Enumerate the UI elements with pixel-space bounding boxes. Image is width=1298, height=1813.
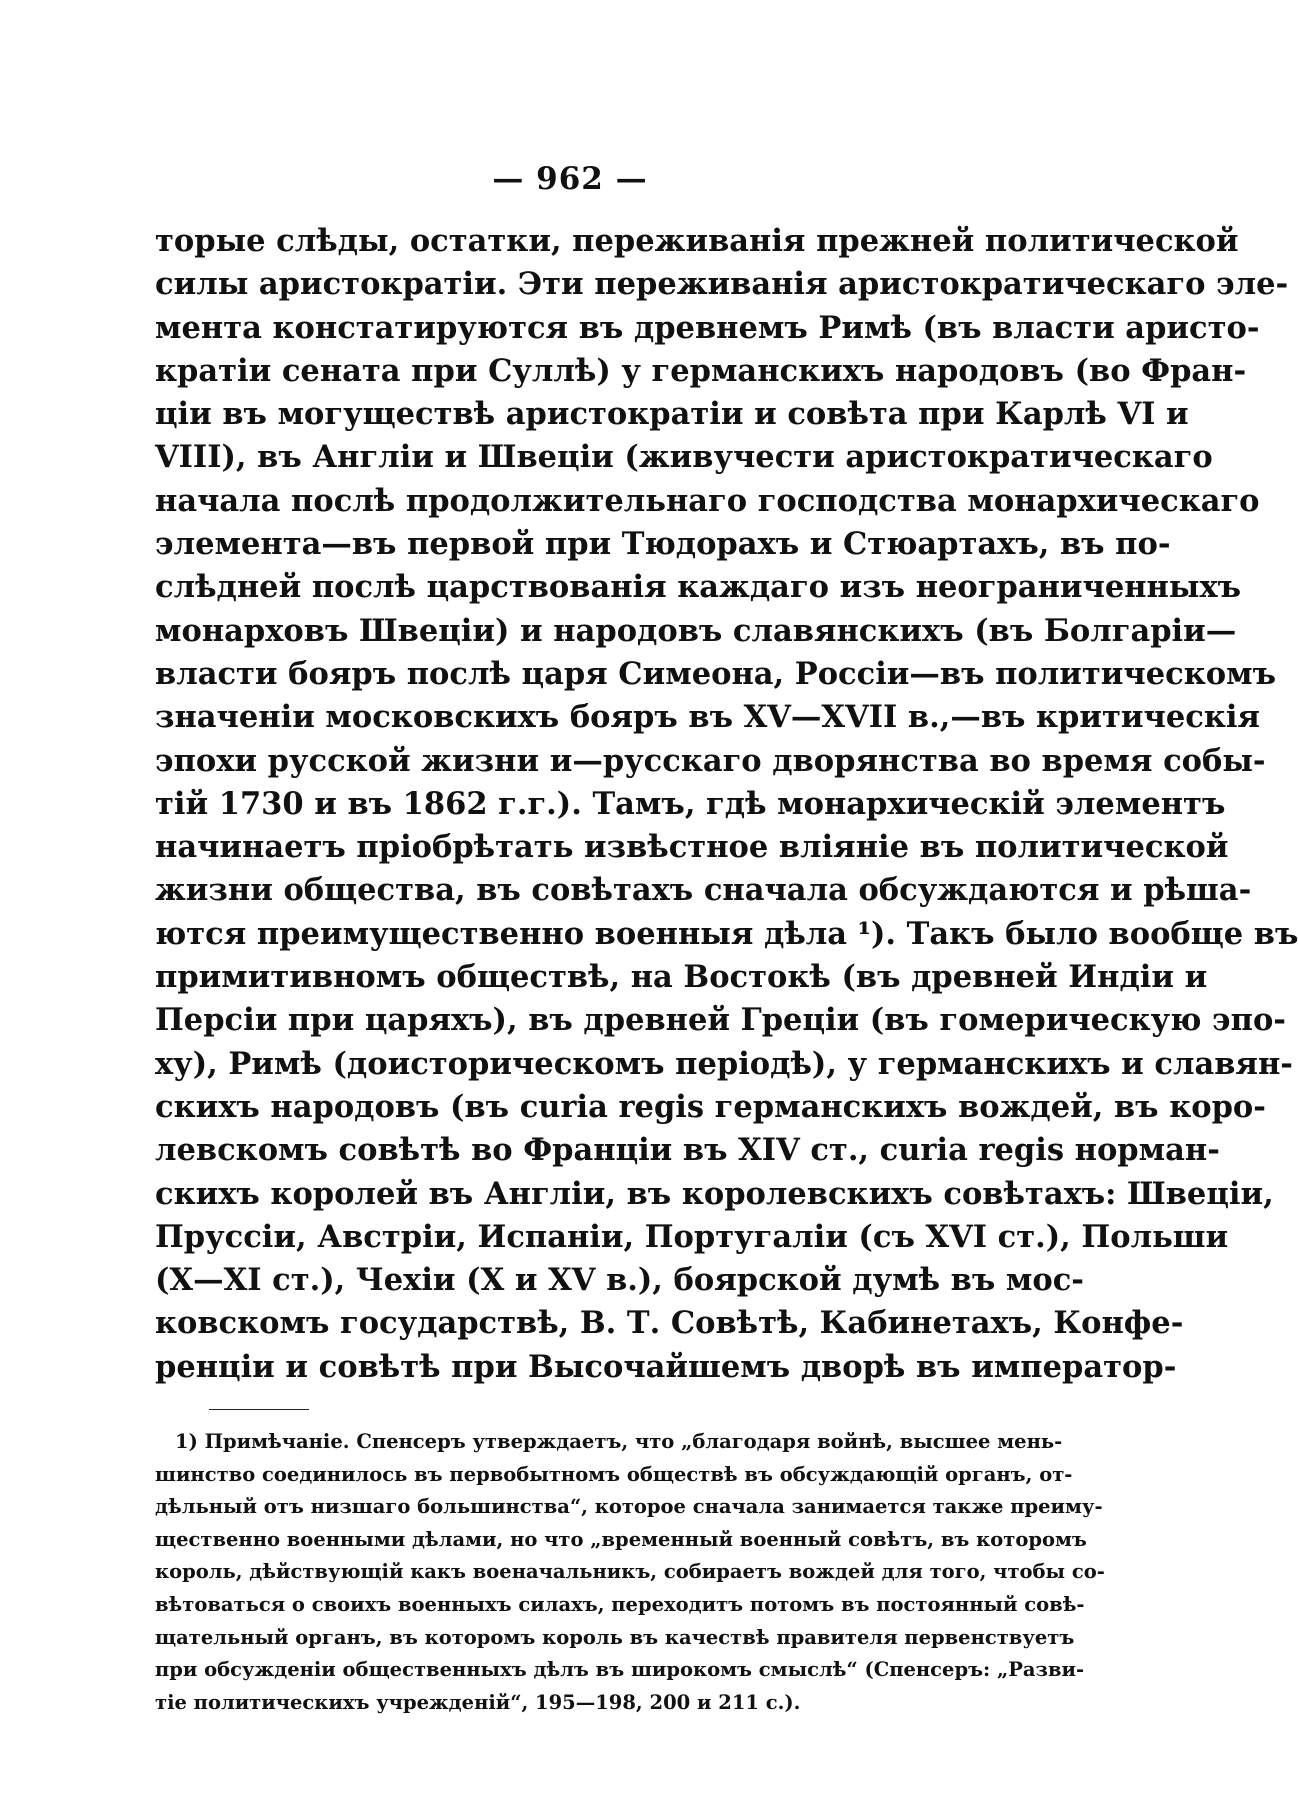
text-line: власти бояръ послѣ царя Симеона, Россіи—въ политическомъ xyxy=(155,655,1276,692)
text-line: торые слѣды, остатки, переживанія прежней политической xyxy=(155,223,1239,259)
text-line: значеніи московскихъ бояръ въ XV—XVII в.,—въ критическія xyxy=(155,699,1260,736)
text-line: эпохи русской жизни и—русскаго дворянства во время собы- xyxy=(155,742,1266,779)
text-line: тій 1730 и въ 1862 г.г.). Тамъ, гдѣ монархическій элементъ xyxy=(155,785,1226,822)
text-line: ются преимущественно военныя дѣла ¹). Такъ было вообще въ xyxy=(155,915,1298,952)
page-number: — 962 — xyxy=(492,161,648,197)
text-line: левскомъ совѣтѣ во Франціи въ XIV ст., curia regis норман- xyxy=(155,1132,1220,1169)
footnote-line: щательный органъ, въ которомъ король въ качествѣ правителя первенствуетъ xyxy=(155,1625,1075,1649)
text-line: ковскомъ государствѣ, В. Т. Совѣтѣ, Кабинетахъ, Конфе- xyxy=(155,1305,1184,1342)
footnote-line: шинство соединилось въ первобытномъ обществѣ въ обсуждающій органъ, от- xyxy=(155,1462,1073,1486)
book-page xyxy=(155,158,1298,1719)
text-line: ціи въ могуществѣ аристократіи и совѣта при Карлѣ VI и xyxy=(155,396,1189,433)
footnote-line: король, дѣйствующій какъ военачальникъ, собираетъ вождей для того, чтобы со- xyxy=(155,1560,1105,1584)
footnote-line: тіе политическихъ учрежденій“, 195—198, 200 и 211 с.). xyxy=(155,1690,801,1714)
footnote-divider xyxy=(209,1409,309,1410)
text-line: силы аристократіи. Эти переживанія аристократическаго эле- xyxy=(155,266,1289,303)
text-line: VIII), въ Англіи и Швеціи (живучести аристократическаго xyxy=(155,439,1213,476)
text-line: кратіи сената при Суллѣ) у германскихъ народовъ (во Фран- xyxy=(155,352,1247,389)
text-line: (X—XI ст.), Чехіи (X и XV в.), боярской думѣ въ мос- xyxy=(155,1262,1084,1299)
text-line: скихъ королей въ Англіи, въ королевскихъ совѣтахъ: Швеціи, xyxy=(155,1175,1274,1212)
text-line: мента констатируются въ древнемъ Римѣ (въ власти аристо- xyxy=(155,309,1260,346)
footnote-line: при обсужденіи общественныхъ дѣлъ въ широкомъ смыслѣ“ (Спенсеръ: „Разви- xyxy=(155,1658,1085,1682)
text-line: начала послѣ продолжительнаго господства монархическаго xyxy=(155,482,1260,519)
text-line: начинаетъ пріобрѣтать извѣстное вліяніе въ политической xyxy=(155,829,1229,866)
text-line: жизни общества, въ совѣтахъ сначала обсуждаются и рѣша- xyxy=(155,872,1252,909)
text-line: монарховъ Швеціи) и народовъ славянскихъ (въ Болгаріи— xyxy=(155,612,1237,649)
footnote-line: 1) Примѣчаніе. Спенсеръ утверждаетъ, что „благодаря войнѣ, высшее мень- xyxy=(175,1430,1063,1454)
text-line: Пруссіи, Австріи, Испаніи, Португаліи (съ XVI ст.), Польши xyxy=(155,1218,1229,1255)
text-line: ренціи и совѣтѣ при Высочайшемъ дворѣ въ император- xyxy=(155,1348,1177,1385)
main-text xyxy=(155,220,1298,1389)
footnote-line: вѣтоваться о своихъ военныхъ силахъ, переходитъ потомъ въ постоянный совѣ- xyxy=(155,1592,1085,1616)
text-line: слѣдней послѣ царствованія каждаго изъ неограниченныхъ xyxy=(155,569,1242,606)
text-line: скихъ народовъ (въ curia regis германскихъ вождей, въ коро- xyxy=(155,1088,1266,1125)
footnote-line: дѣльный отъ низшаго большинства“, которое сначала занимается также преиму- xyxy=(155,1495,1103,1519)
footnote xyxy=(155,1426,1105,1719)
footnote-line: щественно военными дѣлами, но что „временный военный совѣтъ, въ которомъ xyxy=(155,1527,1087,1551)
text-line: примитивномъ обществѣ, на Востокѣ (въ древней Индіи и xyxy=(155,959,1208,996)
text-line: Персіи при царяхъ), въ древней Греціи (въ гомерическую эпо- xyxy=(155,1002,1286,1039)
text-line: элемента—въ первой при Тюдорахъ и Стюартахъ, въ по- xyxy=(155,526,1171,563)
text-line: ху), Римѣ (доисторическомъ періодѣ), у германскихъ и славян- xyxy=(155,1045,1293,1082)
